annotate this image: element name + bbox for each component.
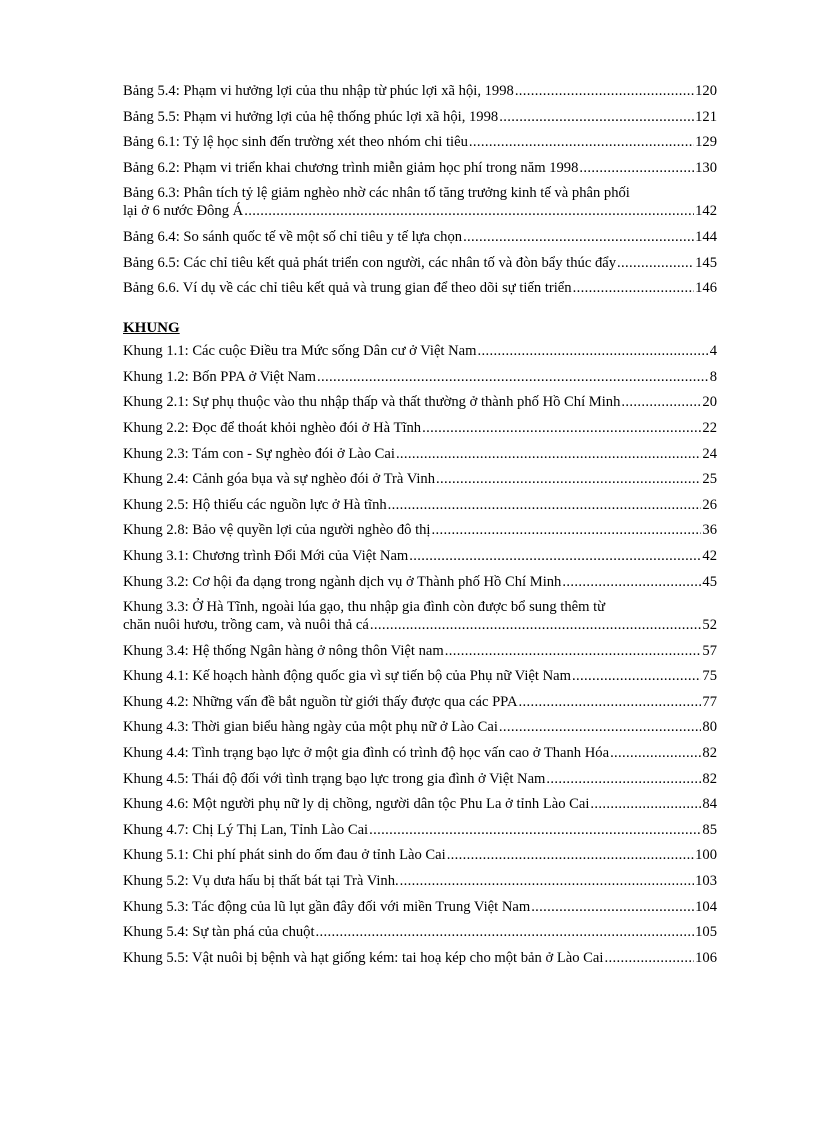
box-entry-page-number: 52 bbox=[702, 617, 717, 634]
table-entry[interactable] bbox=[123, 184, 717, 220]
box-entry[interactable] bbox=[123, 573, 717, 591]
dot-leader bbox=[499, 718, 702, 736]
box-entry-page-number: 100 bbox=[695, 847, 717, 864]
toc-page bbox=[123, 82, 717, 974]
table-entry-page-number: 145 bbox=[695, 254, 717, 271]
table-entry-title: Bảng 6.4: So sánh quốc tế về một số chỉ tiêu y tế lựa chọn bbox=[123, 228, 463, 245]
box-entry-title: Khung 2.2: Đọc để thoát khỏi nghèo đói ở Hà Tĩnh bbox=[123, 419, 422, 436]
dot-leader bbox=[478, 342, 709, 360]
box-entry[interactable] bbox=[123, 744, 717, 762]
box-entry[interactable] bbox=[123, 445, 717, 463]
box-entry[interactable] bbox=[123, 872, 717, 890]
box-entry[interactable] bbox=[123, 770, 717, 788]
box-entry-page-number: 80 bbox=[702, 719, 717, 736]
box-entry[interactable] bbox=[123, 342, 717, 360]
dot-leader bbox=[409, 547, 701, 565]
table-entry-title: Bảng 5.5: Phạm vi hưởng lợi của hệ thống phúc lợi xã hội, 1998 bbox=[123, 108, 499, 125]
box-entry-page-number: 24 bbox=[702, 445, 717, 462]
box-entry-title: Khung 5.2: Vụ dưa hấu bị thất bát tại Trà Vinh. bbox=[123, 873, 399, 890]
box-entry-title: Khung 2.1: Sự phụ thuộc vào thu nhập thấp và thất thường ở thành phố Hồ Chí Minh bbox=[123, 394, 621, 411]
box-entry[interactable] bbox=[123, 949, 717, 967]
box-entry-title: Khung 5.3: Tác động của lũ lụt gần đây đối với miền Trung Việt Nam bbox=[123, 898, 531, 915]
dot-leader bbox=[572, 667, 701, 685]
box-entry[interactable] bbox=[123, 547, 717, 565]
box-entry-title: Khung 2.8: Bảo vệ quyền lợi của người nghèo đô thị bbox=[123, 522, 431, 539]
table-entry-title: Bảng 5.4: Phạm vi hưởng lợi của thu nhập từ phúc lợi xã hội, 1998 bbox=[123, 83, 514, 99]
box-entry-page-number: 57 bbox=[702, 642, 717, 659]
box-entry-title: Khung 4.7: Chị Lý Thị Lan, Tỉnh Lào Cai bbox=[123, 821, 369, 838]
box-entry[interactable] bbox=[123, 470, 717, 488]
table-entry[interactable] bbox=[123, 228, 717, 246]
box-entry-page-number: 25 bbox=[702, 471, 717, 488]
box-entry-title-line: Khung 3.3: Ở Hà Tĩnh, ngoài lúa gạo, thu nhập gia đình còn được bổ sung thêm từ bbox=[123, 599, 606, 616]
box-entry[interactable] bbox=[123, 642, 717, 660]
box-entry-page-number: 82 bbox=[702, 745, 717, 762]
box-entry-title: Khung 5.1: Chi phí phát sinh do ốm đau ở tỉnh Lào Cai bbox=[123, 847, 446, 864]
table-entry[interactable] bbox=[123, 82, 717, 100]
table-entry-page-number: 121 bbox=[695, 108, 717, 125]
dot-leader bbox=[562, 573, 701, 591]
table-entry-title-line: Bảng 6.3: Phân tích tỷ lệ giảm nghèo nhờ các nhân tố tăng trưởng kinh tế và phân phối bbox=[123, 185, 630, 202]
dot-leader bbox=[531, 898, 694, 916]
dot-leader bbox=[573, 279, 695, 297]
dot-leader bbox=[369, 821, 701, 839]
dot-leader bbox=[590, 795, 701, 813]
box-entry[interactable] bbox=[123, 923, 717, 941]
box-entry-title: Khung 4.2: Những vấn đề bắt nguồn từ giới thấy được qua các PPA bbox=[123, 693, 518, 710]
box-entry-page-number: 22 bbox=[702, 419, 717, 436]
dot-leader bbox=[604, 949, 694, 967]
box-entry-title: Khung 2.3: Tám con - Sự nghèo đói ở Lào Cai bbox=[123, 445, 395, 462]
box-entry[interactable] bbox=[123, 821, 717, 839]
box-entry-title: Khung 3.4: Hệ thống Ngân hàng ở nông thôn Việt nam bbox=[123, 642, 444, 659]
box-entry[interactable] bbox=[123, 846, 717, 864]
box-entry[interactable] bbox=[123, 898, 717, 916]
dot-leader bbox=[515, 82, 694, 100]
box-entry[interactable] bbox=[123, 393, 717, 411]
box-entry-page-number: 42 bbox=[702, 547, 717, 564]
box-entry-page-number: 36 bbox=[702, 522, 717, 539]
box-entry[interactable] bbox=[123, 693, 717, 711]
dot-leader bbox=[370, 616, 702, 634]
box-entry-title: Khung 2.5: Hộ thiếu các nguồn lực ở Hà tĩnh bbox=[123, 496, 387, 513]
boxes-list bbox=[123, 342, 717, 967]
tables-list bbox=[123, 82, 717, 297]
dot-leader bbox=[422, 419, 701, 437]
dot-leader bbox=[499, 108, 694, 126]
box-entry-title: Khung 4.3: Thời gian biểu hàng ngày của một phụ nữ ở Lào Cai bbox=[123, 719, 498, 736]
box-entry[interactable] bbox=[123, 718, 717, 736]
dot-leader bbox=[400, 872, 694, 890]
box-entry-title: Khung 3.2: Cơ hội đa dạng trong ngành dịch vụ ở Thành phố Hồ Chí Minh bbox=[123, 573, 562, 590]
dot-leader bbox=[546, 770, 701, 788]
box-entry-page-number: 77 bbox=[702, 693, 717, 710]
table-entry[interactable] bbox=[123, 133, 717, 151]
dot-leader bbox=[463, 228, 694, 246]
table-entry-page-number: 129 bbox=[695, 134, 717, 151]
box-entry-page-number: 104 bbox=[695, 898, 717, 915]
box-entry[interactable] bbox=[123, 419, 717, 437]
box-entry-title: Khung 4.4: Tình trạng bạo lực ở một gia đình có trình độ học vấn cao ở Thanh Hóa bbox=[123, 745, 610, 762]
box-entry-title: Khung 5.4: Sự tàn phá của chuột bbox=[123, 924, 315, 941]
box-entry[interactable] bbox=[123, 368, 717, 386]
dot-leader bbox=[447, 846, 694, 864]
table-entry-title: lại ở 6 nước Đông Á bbox=[123, 203, 244, 220]
box-entry-title: Khung 2.4: Cảnh góa bụa và sự nghèo đói ở Trà Vinh bbox=[123, 471, 436, 488]
box-entry-page-number: 75 bbox=[702, 668, 717, 685]
box-entry-title: Khung 4.5: Thái độ đối với tình trạng bạo lực trong gia đình ở Việt Nam bbox=[123, 770, 546, 787]
dot-leader bbox=[436, 470, 701, 488]
box-entry[interactable] bbox=[123, 795, 717, 813]
box-entry-title: chăn nuôi hươu, trồng cam, và nuôi thả cá bbox=[123, 617, 369, 634]
dot-leader bbox=[317, 368, 709, 386]
dot-leader bbox=[388, 496, 702, 514]
box-entry-title: Khung 1.2: Bốn PPA ở Việt Nam bbox=[123, 368, 316, 385]
dot-leader bbox=[396, 445, 701, 463]
dot-leader bbox=[617, 254, 694, 272]
box-entry-page-number: 26 bbox=[702, 496, 717, 513]
box-entry-page-number: 8 bbox=[709, 368, 717, 385]
box-entry-page-number: 105 bbox=[695, 924, 717, 941]
box-entry-page-number: 85 bbox=[702, 821, 717, 838]
table-entry-title: Bảng 6.6. Ví dụ về các chỉ tiêu kết quả và trung gian để theo dõi sự tiến triển bbox=[123, 280, 572, 297]
dot-leader bbox=[610, 744, 701, 762]
dot-leader bbox=[445, 642, 702, 660]
table-entry-title: Bảng 6.5: Các chỉ tiêu kết quả phát triển con người, các nhân tố và đòn bẩy thúc đẩy bbox=[123, 254, 617, 271]
table-entry-page-number: 142 bbox=[695, 203, 717, 220]
dot-leader bbox=[244, 202, 694, 220]
box-entry-title: Khung 1.1: Các cuộc Điều tra Mức sống Dân cư ở Việt Nam bbox=[123, 343, 477, 360]
box-entry-page-number: 103 bbox=[695, 873, 717, 890]
dot-leader bbox=[316, 923, 695, 941]
box-entry[interactable] bbox=[123, 667, 717, 685]
table-entry[interactable] bbox=[123, 159, 717, 177]
box-entry-title: Khung 4.1: Kế hoạch hành động quốc gia vì sự tiến bộ của Phụ nữ Việt Nam bbox=[123, 668, 571, 685]
table-entry[interactable] bbox=[123, 108, 717, 126]
table-entry-page-number: 144 bbox=[695, 228, 717, 245]
table-entry-page-number: 146 bbox=[695, 280, 717, 297]
dot-leader bbox=[519, 693, 702, 711]
box-entry[interactable] bbox=[123, 598, 717, 634]
table-entry[interactable] bbox=[123, 254, 717, 272]
box-entry-page-number: 20 bbox=[702, 394, 717, 411]
box-entry-page-number: 82 bbox=[702, 770, 717, 787]
table-entry-title: Bảng 6.1: Tỷ lệ học sinh đến trường xét theo nhóm chi tiêu bbox=[123, 134, 468, 151]
dot-leader bbox=[469, 133, 694, 151]
table-entry-page-number: 130 bbox=[695, 159, 717, 176]
box-entry-page-number: 4 bbox=[709, 343, 717, 360]
dot-leader bbox=[579, 159, 694, 177]
dot-leader bbox=[431, 521, 701, 539]
box-entry-title: Khung 4.6: Một người phụ nữ ly dị chồng, người dân tộc Phu La ở tỉnh Lào Cai bbox=[123, 796, 590, 813]
box-entry-page-number: 106 bbox=[695, 949, 717, 966]
box-entry-page-number: 45 bbox=[702, 573, 717, 590]
box-entry-page-number: 84 bbox=[702, 796, 717, 813]
table-entry-title: Bảng 6.2: Phạm vi triển khai chương trình miễn giảm học phí trong năm 1998 bbox=[123, 159, 579, 176]
boxes-heading: KHUNG bbox=[123, 320, 180, 337]
box-entry[interactable] bbox=[123, 521, 717, 539]
table-entry[interactable] bbox=[123, 279, 717, 297]
box-entry-title: Khung 5.5: Vật nuôi bị bệnh và hạt giống kém: tai hoạ kép cho một bản ở Lào Cai bbox=[123, 949, 604, 966]
dot-leader bbox=[621, 393, 701, 411]
box-entry-title: Khung 3.1: Chương trình Đổi Mới của Việt Nam bbox=[123, 547, 409, 564]
table-entry-page-number: 120 bbox=[695, 83, 717, 99]
box-entry[interactable] bbox=[123, 496, 717, 514]
